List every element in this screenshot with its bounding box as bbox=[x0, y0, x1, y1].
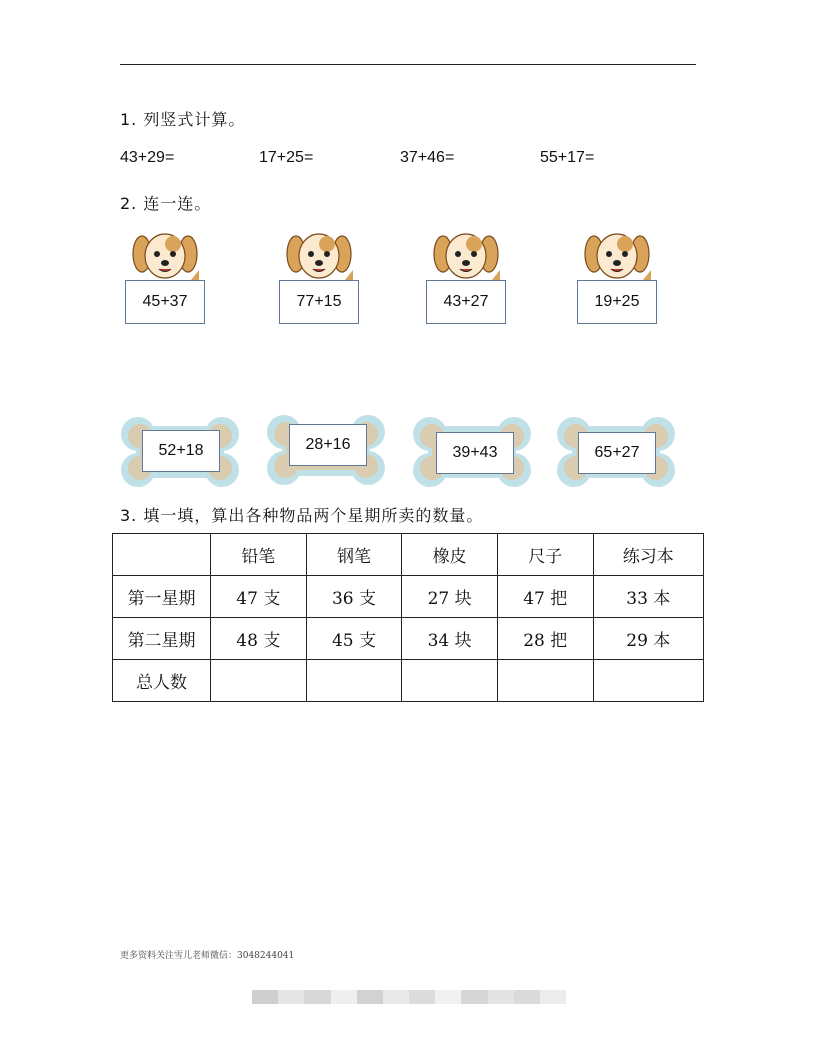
table-cell: 45 支 bbox=[306, 618, 402, 660]
bone-sign: 65+27 bbox=[578, 432, 656, 474]
section1-heading: 1. 列竖式计算。 bbox=[120, 110, 246, 129]
bone-sign: 39+43 bbox=[436, 432, 514, 474]
dog-sign: 43+27 bbox=[426, 280, 506, 324]
dog-sign: 19+25 bbox=[577, 280, 657, 324]
problem-1: 43+29= bbox=[120, 149, 175, 166]
blurred-watermark bbox=[252, 990, 566, 1004]
answer-cell[interactable] bbox=[593, 660, 703, 702]
table-row bbox=[113, 660, 704, 702]
answer-cell[interactable] bbox=[211, 660, 307, 702]
bone-sign: 28+16 bbox=[289, 424, 367, 466]
table-cell: 29 本 bbox=[593, 618, 703, 660]
dog-icon bbox=[581, 230, 653, 286]
table-row bbox=[113, 576, 704, 618]
table-header-cell: 铅笔 bbox=[211, 534, 307, 576]
footer-note: 更多资料关注雪儿老师微信：3048244041 bbox=[120, 951, 295, 961]
bone-card-1[interactable] bbox=[120, 412, 240, 492]
table-header-cell bbox=[113, 534, 211, 576]
table-cell: 27 块 bbox=[402, 576, 498, 618]
section2-heading: 2. 连一连。 bbox=[120, 194, 212, 213]
bone-card-4[interactable] bbox=[556, 412, 676, 492]
sales-table bbox=[112, 533, 704, 702]
dog-icon bbox=[129, 230, 201, 286]
table-cell: 47 支 bbox=[211, 576, 307, 618]
table-cell: 47 把 bbox=[497, 576, 593, 618]
table-header-cell: 橡皮 bbox=[402, 534, 498, 576]
bone-card-3[interactable] bbox=[412, 412, 532, 492]
table-cell: 33 本 bbox=[593, 576, 703, 618]
top-rule bbox=[120, 64, 696, 65]
table-row bbox=[113, 618, 704, 660]
dog-sign: 45+37 bbox=[125, 280, 205, 324]
table-header-cell: 钢笔 bbox=[306, 534, 402, 576]
problem-4: 55+17= bbox=[540, 149, 595, 166]
problem-3: 37+46= bbox=[400, 149, 455, 166]
answer-cell[interactable] bbox=[497, 660, 593, 702]
table-header-row bbox=[113, 534, 704, 576]
answer-cell[interactable] bbox=[306, 660, 402, 702]
table-row-label: 第一星期 bbox=[113, 576, 211, 618]
bone-sign: 52+18 bbox=[142, 430, 220, 472]
table-cell: 28 把 bbox=[497, 618, 593, 660]
section3-heading: 3. 填一填，算出各种物品两个星期所卖的数量。 bbox=[120, 506, 484, 525]
table-row-label: 第二星期 bbox=[113, 618, 211, 660]
bone-card-2[interactable] bbox=[266, 410, 386, 490]
table-cell: 36 支 bbox=[306, 576, 402, 618]
table-row-label: 总人数 bbox=[113, 660, 211, 702]
problem-2: 17+25= bbox=[259, 149, 314, 166]
dog-sign: 77+15 bbox=[279, 280, 359, 324]
dog-icon bbox=[283, 230, 355, 286]
dog-icon bbox=[430, 230, 502, 286]
table-header-cell: 尺子 bbox=[497, 534, 593, 576]
answer-cell[interactable] bbox=[402, 660, 498, 702]
table-cell: 34 块 bbox=[402, 618, 498, 660]
table-cell: 48 支 bbox=[211, 618, 307, 660]
table-header-cell: 练习本 bbox=[593, 534, 703, 576]
